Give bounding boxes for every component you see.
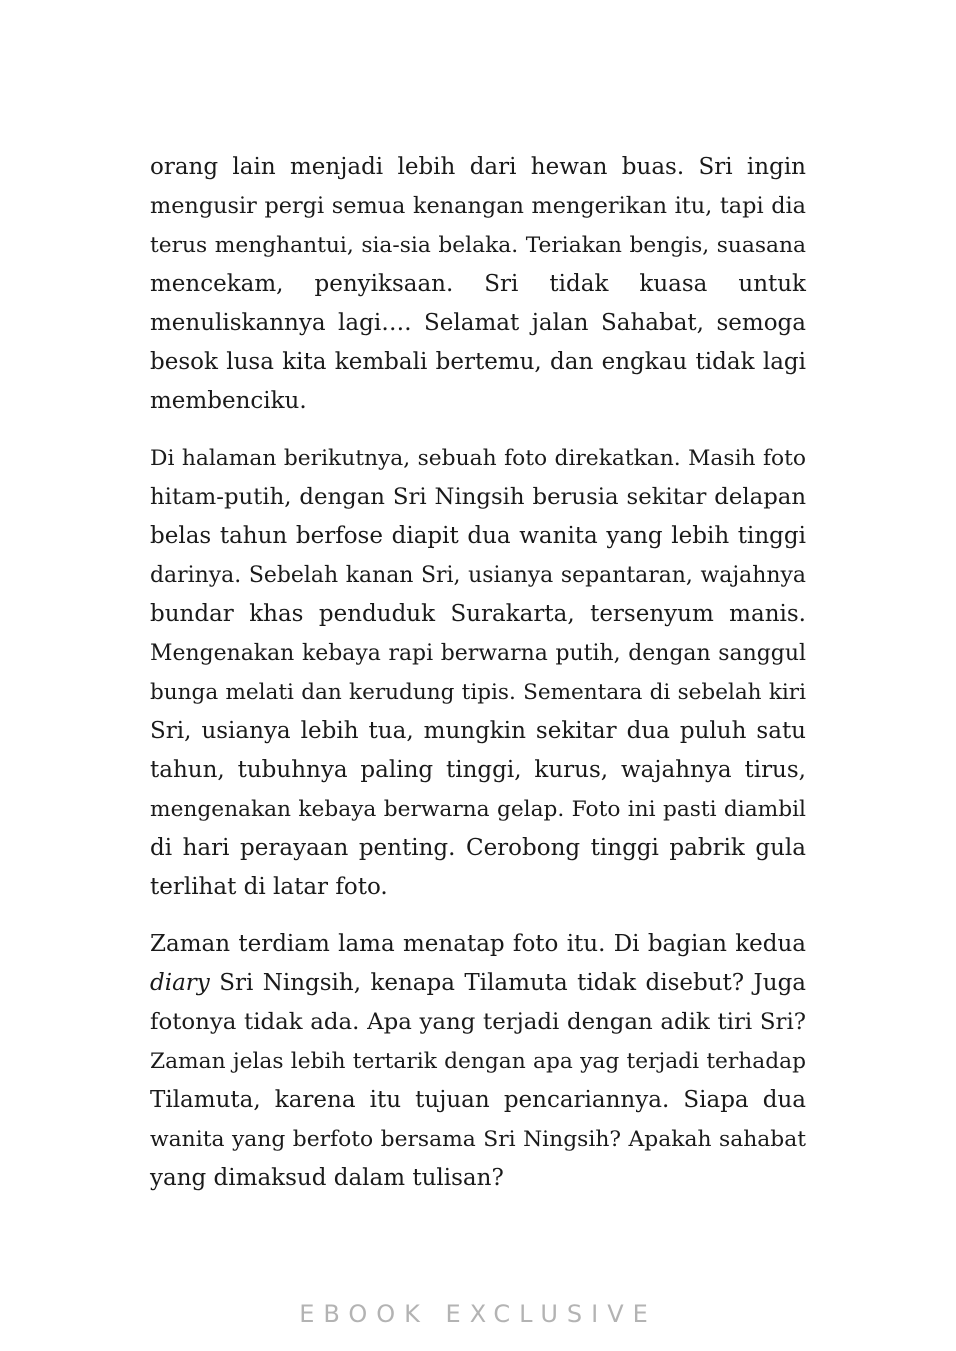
- text-line: mencekam, penyiksaan. Sri tidak kuasa untuk: [150, 271, 806, 297]
- paragraph-3: [150, 925, 806, 1198]
- text-line: Sri, usianya lebih tua, mungkin sekitar dua puluh satu: [150, 718, 806, 744]
- text-line: wanita yang berfoto bersama Sri Ningsih? Apakah sahabat: [150, 1127, 806, 1152]
- text-line: bundar khas penduduk Surakarta, tersenyum manis.: [150, 601, 806, 627]
- paragraph-2: [150, 439, 806, 907]
- body-text: [150, 148, 806, 1216]
- text-line: hitam-putih, dengan Sri Ningsih berusia sekitar delapan: [150, 484, 806, 510]
- text-line: mengusir pergi semua kenangan mengerikan itu, tapi dia: [150, 193, 806, 219]
- text-line: Tilamuta, karena itu tujuan pencariannya. Siapa dua: [150, 1087, 806, 1113]
- text-line: belas tahun berfose diapit dua wanita yang lebih tinggi: [150, 523, 806, 549]
- text-line: [150, 964, 806, 1003]
- text-line: Di halaman berikutnya, sebuah foto direkatkan. Masih foto: [150, 446, 806, 471]
- text-line-rest: Sri Ningsih, kenapa Tilamuta tidak disebut? Juga: [219, 970, 807, 996]
- italic-word: diary: [150, 970, 210, 996]
- footer-watermark: EBOOK EXCLUSIVE: [299, 1300, 657, 1328]
- text-line: terus menghantui, sia-sia belaka. Teriakan bengis, suasana: [150, 233, 806, 258]
- text-line: Zaman jelas lebih tertarik dengan apa yag terjadi terhadap: [150, 1049, 806, 1074]
- paragraph-1: [150, 148, 806, 421]
- text-line: menuliskannya lagi…. Selamat jalan Sahabat, semoga: [150, 310, 806, 336]
- text-line: mengenakan kebaya berwarna gelap. Foto ini pasti diambil: [150, 797, 806, 822]
- text-line: Zaman terdiam lama menatap foto itu. Di bagian kedua: [150, 931, 806, 957]
- text-line: orang lain menjadi lebih dari hewan buas. Sri ingin: [150, 154, 806, 180]
- text-line: terlihat di latar foto.: [150, 874, 388, 900]
- text-line: bunga melati dan kerudung tipis. Sementara di sebelah kiri: [150, 680, 806, 705]
- text-line: Mengenakan kebaya rapi berwarna putih, dengan sanggul: [150, 641, 806, 666]
- text-line: membenciku.: [150, 388, 307, 414]
- text-line: di hari perayaan penting. Cerobong tinggi pabrik gula: [150, 835, 806, 861]
- text-line: yang dimaksud dalam tulisan?: [150, 1165, 504, 1191]
- text-line: besok lusa kita kembali bertemu, dan engkau tidak lagi: [150, 349, 806, 375]
- text-line: fotonya tidak ada. Apa yang terjadi dengan adik tiri Sri?: [150, 1009, 806, 1035]
- text-line: tahun, tubuhnya paling tinggi, kurus, wajahnya tirus,: [150, 757, 806, 783]
- text-line: darinya. Sebelah kanan Sri, usianya sepantaran, wajahnya: [150, 563, 806, 588]
